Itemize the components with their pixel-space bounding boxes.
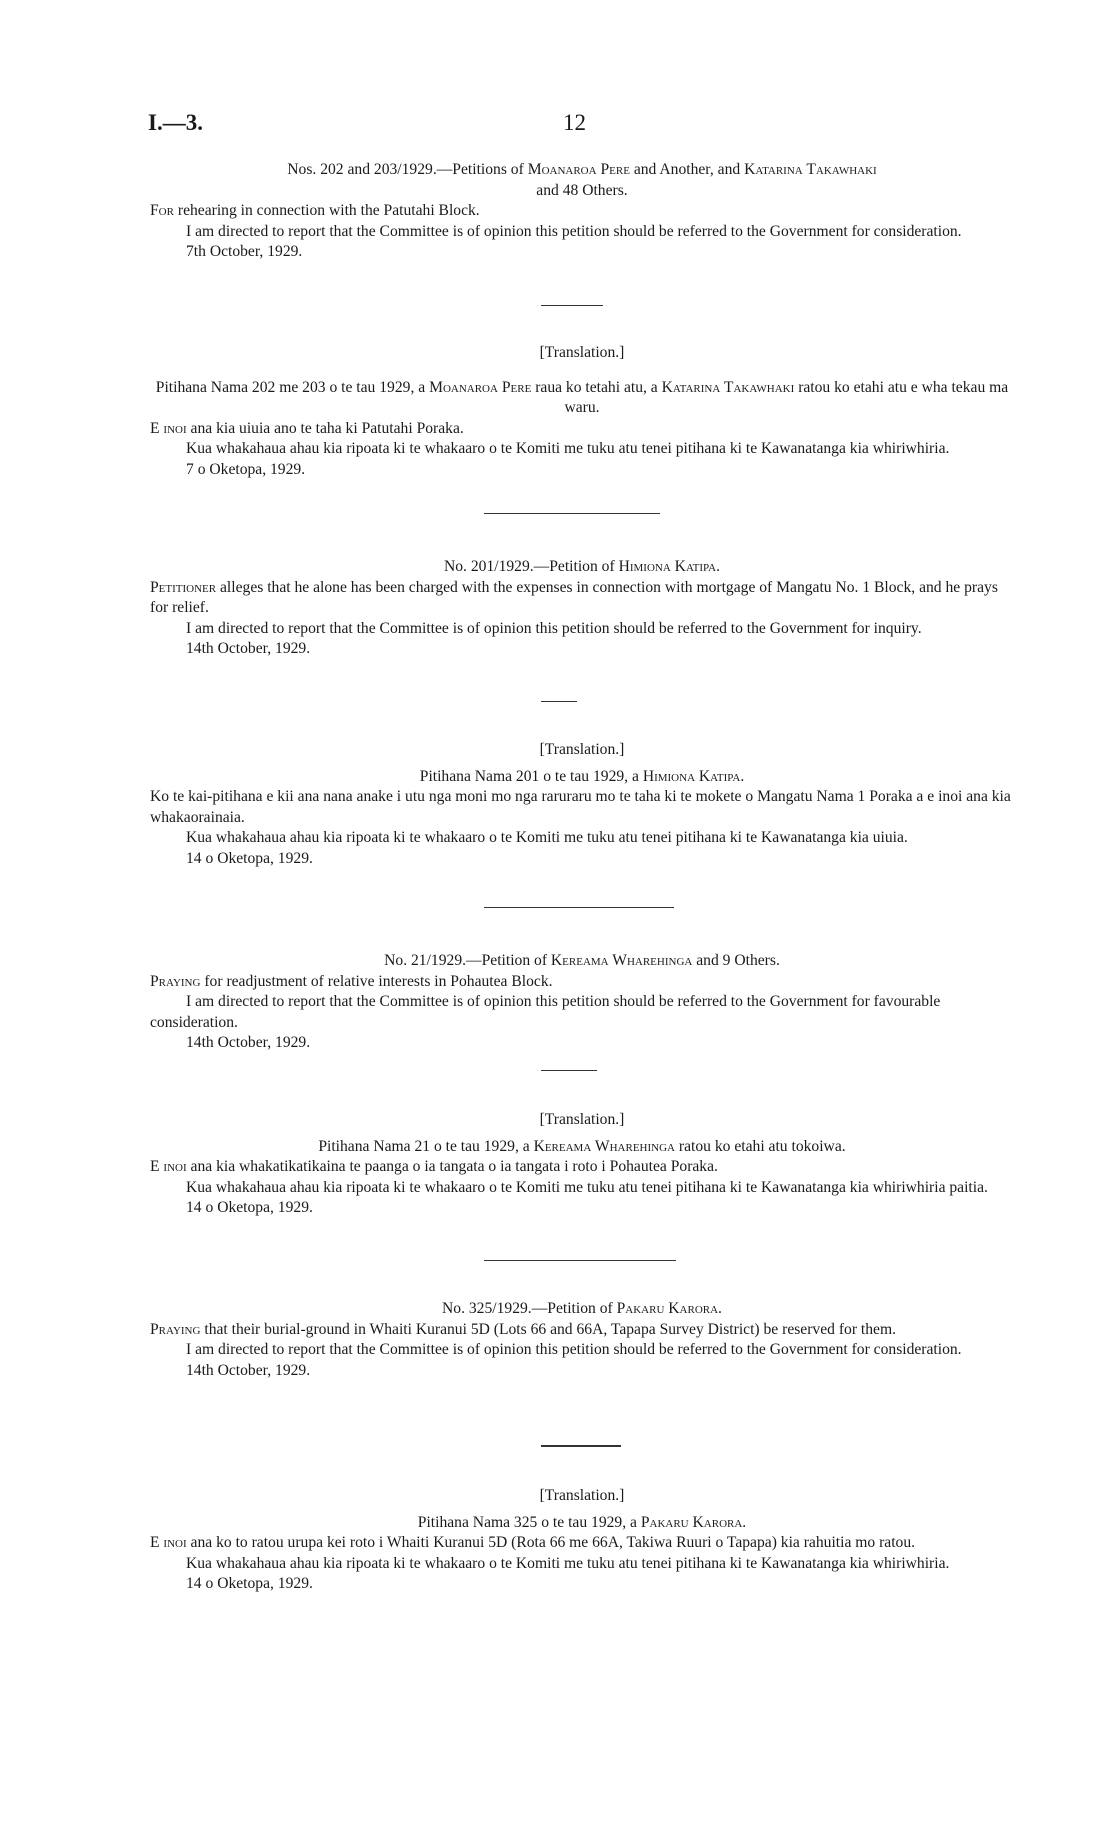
petitioner-name: Katarina Takawhaki xyxy=(661,378,795,396)
committee-report: I am directed to report that the Committee is of opinion this petition should be referred to the Government for inquiry. xyxy=(186,619,922,637)
lead-word: Praying xyxy=(150,972,201,990)
lead-word: For xyxy=(150,202,174,219)
petition-202-203 xyxy=(150,160,1014,263)
petition-summary xyxy=(150,419,1014,440)
petition-title xyxy=(150,1137,1014,1158)
petition-summary xyxy=(150,1157,1014,1178)
committee-report: Kua whakahaua ahau kia ripoata ki te whakaaro o te Komiti me tuku atu tenei pitihana ki te Kawanatanga kia whiriwhiria. xyxy=(186,1554,950,1572)
petitioner-name: Kereama Wharehinga xyxy=(550,952,693,969)
petitioner-name: Himiona Katipa. xyxy=(642,767,745,785)
title-text: No. 325/1929.—Petition of xyxy=(442,1300,613,1317)
report-date: 14 o Oketopa, 1929. xyxy=(186,1199,313,1216)
summary-text: rehearing in connection with the Patutahi Block. xyxy=(177,202,480,219)
petition-title xyxy=(150,1299,1014,1320)
title-text: Pitihana Nama 201 o te tau 1929, a xyxy=(419,767,639,785)
lead-word: Praying xyxy=(150,1320,201,1338)
title-text: No. 21/1929.—Petition of xyxy=(384,952,548,969)
committee-report: I am directed to report that the Committee is of opinion this petition should be referred to the Government for favourable consideration. xyxy=(150,993,941,1031)
title-text: raua ko tetahi atu, a xyxy=(535,378,658,396)
petition-title xyxy=(150,951,1014,972)
summary-text: for readjustment of relative interests in Pohautea Block. xyxy=(204,972,553,990)
translation-325 xyxy=(150,1486,1014,1595)
report-date: 14 o Oketopa, 1929. xyxy=(186,849,313,867)
translation-label-text: [Translation.] xyxy=(539,1111,625,1128)
committee-report: I am directed to report that the Committee is of opinion this petition should be referred to the Government for consideration. xyxy=(186,1341,962,1358)
report-date: 7th October, 1929. xyxy=(186,243,303,260)
title-text: ratou ko etahi atu tokoiwa. xyxy=(678,1137,846,1155)
title-text: Pitihana Nama 325 o te tau 1929, a xyxy=(417,1513,637,1531)
title-text: and 9 Others. xyxy=(696,952,780,969)
summary-text: that their burial-ground in Whaiti Kuranui 5D (Lots 66 and 66A, Tapapa Survey District) be reserved for them. xyxy=(204,1320,896,1338)
translation-label-text: [Translation.] xyxy=(539,741,625,758)
title-text: Nos. 202 and 203/1929.—Petitions of xyxy=(287,161,524,178)
translation-201 xyxy=(150,740,1014,869)
petition-21 xyxy=(150,951,1014,1054)
petitioner-name: Pakaru Karora. xyxy=(616,1300,722,1317)
petition-summary xyxy=(150,578,1014,619)
committee-report: Kua whakahaua ahau kia ripoata ki te whakaaro o te Komiti me tuku atu tenei pitihana ki te Kawanatanga kia whiriwhiria. xyxy=(186,440,950,457)
section-reference: I.—3. xyxy=(148,110,203,135)
lead-word: Petitioner xyxy=(150,578,217,596)
lead-word: E inoi xyxy=(150,419,187,437)
summary-text: ana kia whakatikatikaina te paanga o ia tangata o ia tangata i roto i Pohautea Poraka. xyxy=(190,1158,718,1175)
translation-label xyxy=(150,343,1014,364)
committee-report: Kua whakahaua ahau kia ripoata ki te whakaaro o te Komiti me tuku atu tenei pitihana ki te Kawanatanga kia uiuia. xyxy=(186,829,908,846)
lead-word: E inoi xyxy=(150,1534,187,1551)
petition-title xyxy=(150,378,1014,419)
translation-label xyxy=(150,1486,1014,1507)
title-text: ratou ko etahi atu e wha tekau ma waru. xyxy=(564,378,1009,416)
section-divider xyxy=(541,701,577,702)
petition-summary xyxy=(150,1320,1014,1341)
petitioner-name: Kereama Wharehinga xyxy=(533,1137,676,1155)
report-date: 14th October, 1929. xyxy=(186,1361,311,1379)
translation-label xyxy=(150,1110,1014,1131)
section-divider xyxy=(484,1260,676,1261)
petitioner-name: Katarina Takawhaki xyxy=(744,161,877,178)
summary-text: alleges that he alone has been charged with the expenses in connection with mortgage of Mangatu No. 1 Block, and he prays for relief. xyxy=(150,578,998,616)
title-text: Pitihana Nama 21 o te tau 1929, a xyxy=(318,1137,530,1155)
petition-title xyxy=(150,557,1014,578)
petition-325 xyxy=(150,1299,1014,1381)
report-date: 14th October, 1929. xyxy=(186,640,311,657)
committee-report: I am directed to report that the Committee is of opinion this petition should be referred to the Government for consideration. xyxy=(186,222,962,240)
report-date: 14 o Oketopa, 1929. xyxy=(186,1575,313,1592)
translation-21 xyxy=(150,1110,1014,1219)
section-divider xyxy=(541,1070,597,1071)
section-divider xyxy=(541,305,603,306)
committee-report: Kua whakahaua ahau kia ripoata ki te whakaaro o te Komiti me tuku atu tenei pitihana ki te Kawanatanga kia whiriwhiria paitia. xyxy=(186,1178,988,1196)
section-divider xyxy=(484,907,674,908)
petition-title xyxy=(150,160,1014,201)
petition-summary xyxy=(150,1533,1014,1554)
petition-201 xyxy=(150,557,1014,660)
title-text: Pitihana Nama 202 me 203 o te tau 1929, a xyxy=(155,378,426,396)
report-date: 7 o Oketopa, 1929. xyxy=(186,460,306,478)
petition-summary xyxy=(150,972,1014,993)
petitioner-name: Himiona Katipa. xyxy=(618,558,720,575)
report-date: 14th October, 1929. xyxy=(186,1034,311,1051)
summary-text: ana kia uiuia ano te taha ki Patutahi Poraka. xyxy=(190,419,464,437)
lead-word: E inoi xyxy=(150,1158,187,1175)
translation-202-203 xyxy=(150,343,1014,480)
section-divider xyxy=(484,513,660,514)
petition-summary: Ko te kai-pitihana e kii ana nana anake i utu nga moni mo nga raruraru mo te taha ki te mokete o Mangatu Nama 1 Poraka a e inoi ana kia whakaorainaia. xyxy=(150,788,1011,826)
petition-summary xyxy=(150,201,1014,222)
petitioner-name: Pakaru Karora. xyxy=(640,1513,747,1531)
petitioner-name: Moanaroa Pere xyxy=(527,161,630,178)
title-text: and Another, and xyxy=(633,161,741,178)
section-divider xyxy=(541,1445,621,1447)
summary-text: ana ko to ratou urupa kei roto i Whaiti Kuranui 5D (Rota 66 me 66A, Takiwa Ruuri o Tapapa) kia rahuitia mo ratou. xyxy=(190,1534,916,1551)
translation-label xyxy=(150,740,1014,761)
translation-label-text: [Translation.] xyxy=(539,1487,625,1504)
page-number: 12 xyxy=(563,110,586,135)
petition-title xyxy=(150,767,1014,788)
petitioner-name: Moanaroa Pere xyxy=(429,378,532,396)
translation-label-text: [Translation.] xyxy=(539,344,625,361)
petition-title xyxy=(150,1513,1014,1534)
title-text: and 48 Others. xyxy=(536,181,628,199)
title-text: No. 201/1929.—Petition of xyxy=(444,558,615,575)
